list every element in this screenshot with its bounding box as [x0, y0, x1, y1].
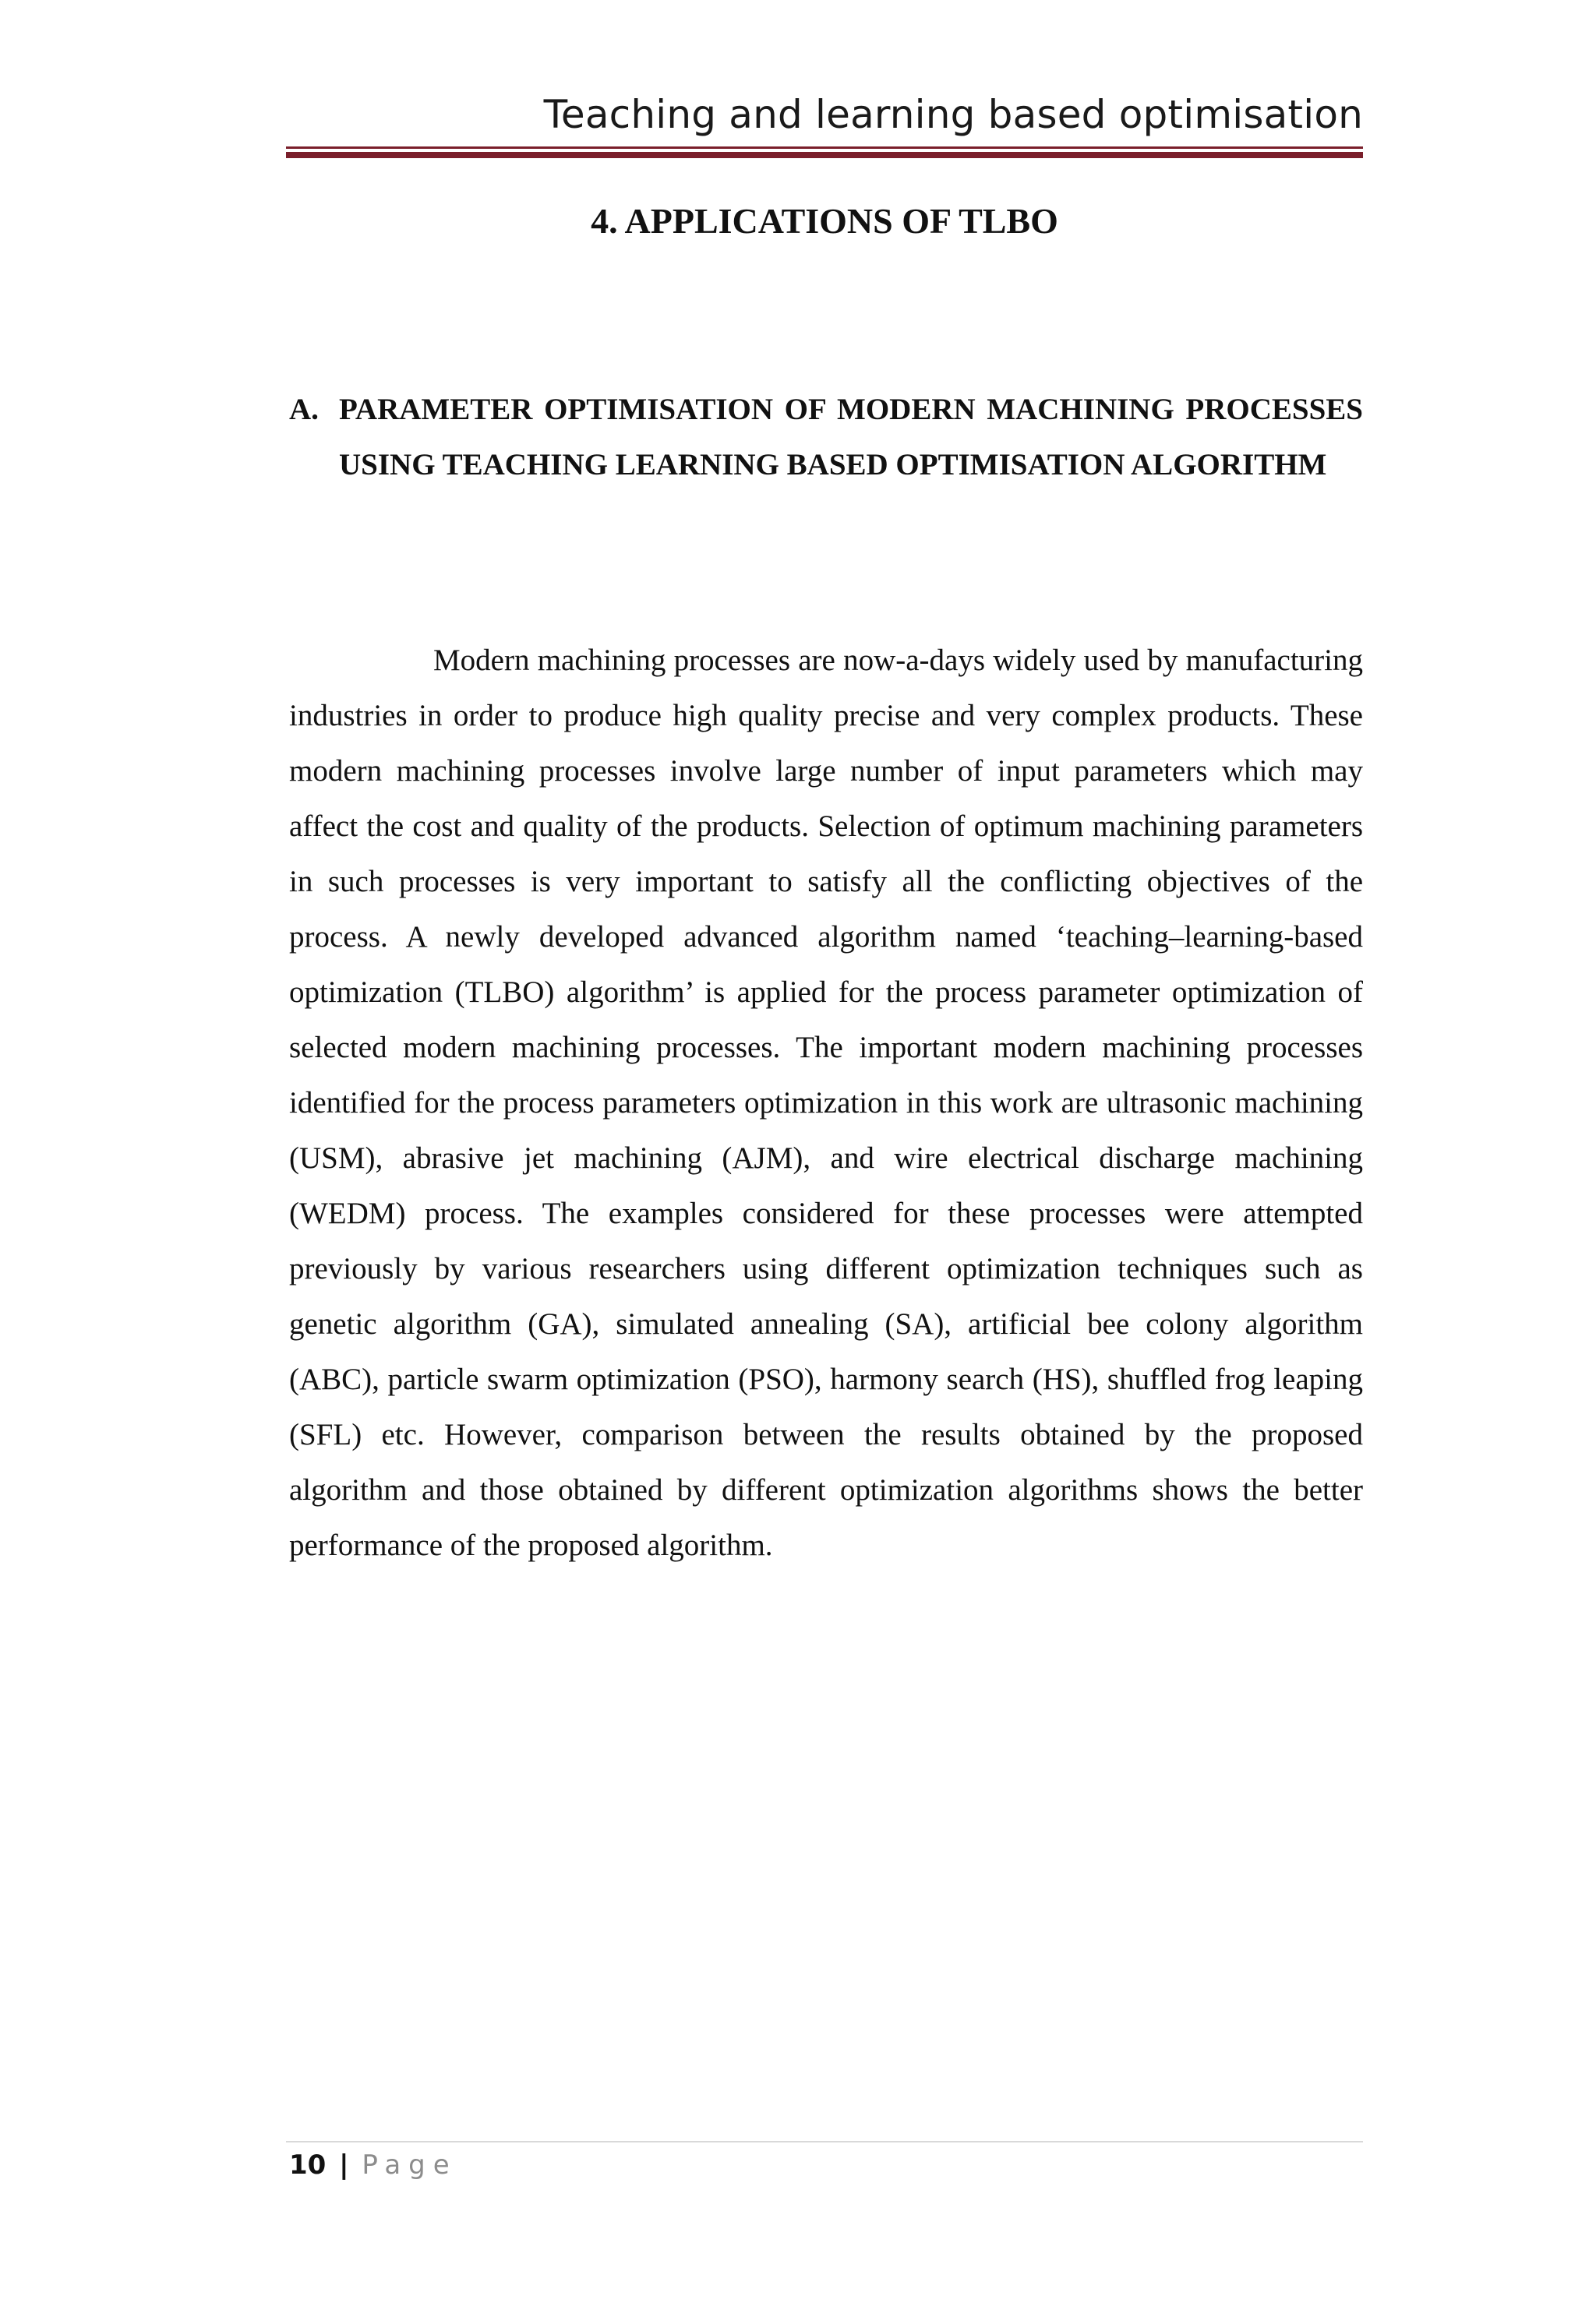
header-rule-thick: [286, 152, 1363, 158]
page-label: Page: [362, 2149, 457, 2181]
header-rule-thin: [286, 146, 1363, 149]
page-footer: [289, 2149, 457, 2181]
chapter-title: 4. APPLICATIONS OF TLBO: [591, 201, 1058, 241]
section-letter: A.: [289, 393, 319, 426]
body-paragraph: Modern machining processes are now-a-days widely used by manufacturing industries in order to produce high quality precise and very complex products. These modern machining processes involve large number of input parameters which may affect the cost and quality of the products. Selection of optimum machining parameters in such processes is very important to satisfy all the conflicting objectives of the process. A newly developed advanced algorithm named ‘teaching–learning-based optimization (TLBO) algorithm’ is applied for the process parameter optimization of selected modern machining processes. The important modern machining processes identified for the process parameters optimization in this work are ultrasonic machining (USM), abrasive jet machining (AJM), and wire electrical discharge machining (WEDM) process. The examples considered for these processes were attempted previously by various researchers using different optimization techniques such as genetic algorithm (GA), simulated annealing (SA), artificial bee colony algorithm (ABC), particle swarm optimization (PSO), harmony search (HS), shuffled frog leaping (SFL) etc. However, comparison between the results obtained by the proposed algorithm and those obtained by different optimization algorithms shows the better performance of the proposed algorithm.: [289, 644, 1363, 1562]
section-title: PARAMETER OPTIMISATION OF MODERN MACHINING PROCESSES USING TEACHING LEARNING BASED OPTIMISATION ALGORITHM: [339, 393, 1363, 481]
running-header-title: Teaching and learning based optimisation: [543, 92, 1363, 137]
footer-rule: [286, 2141, 1363, 2142]
page-number: 10: [289, 2149, 327, 2181]
section-heading: [289, 382, 1363, 492]
page-separator: |: [339, 2149, 349, 2181]
